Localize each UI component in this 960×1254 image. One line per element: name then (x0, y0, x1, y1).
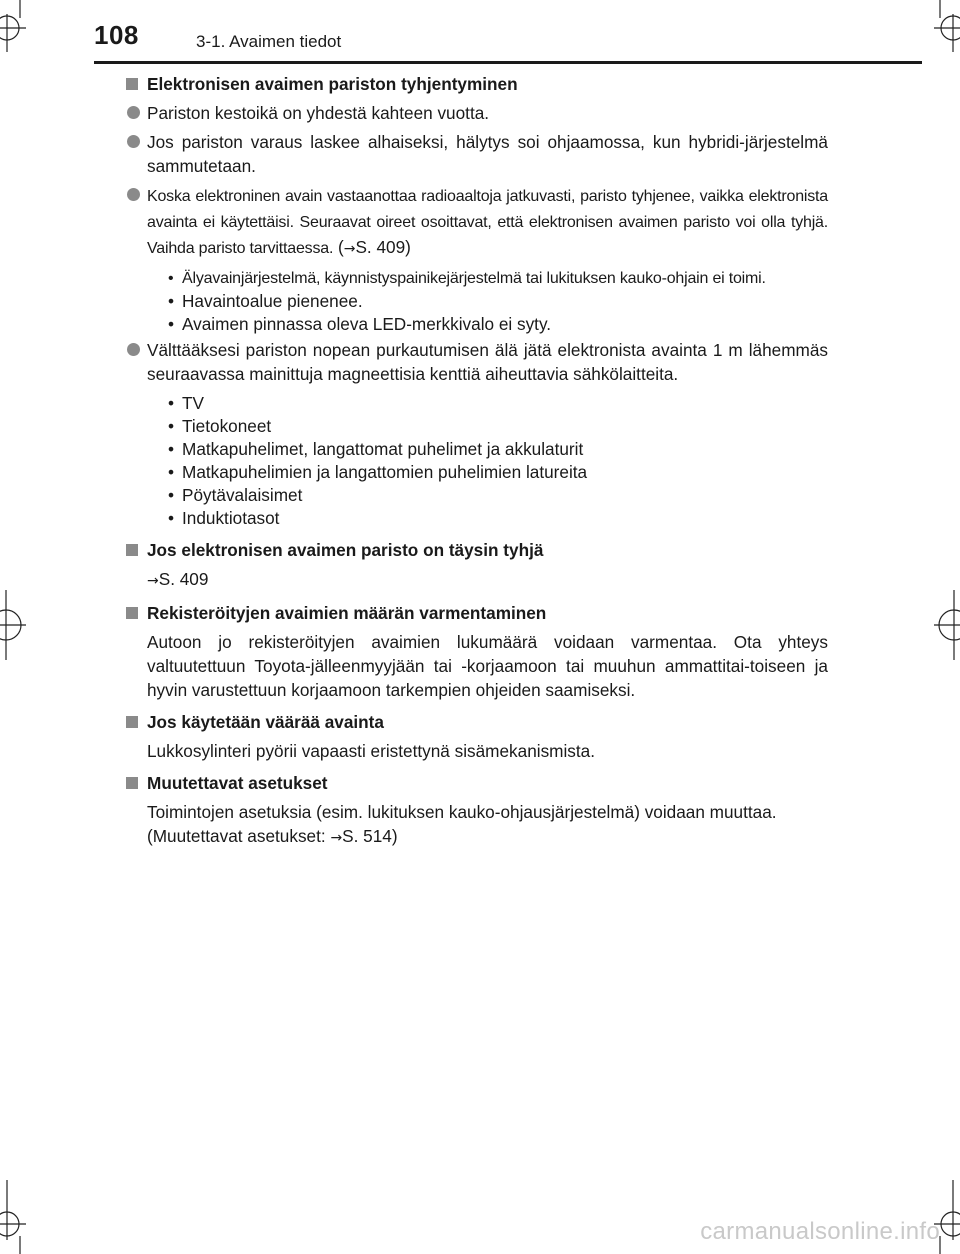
heading-text: Muutettavat asetukset (147, 773, 328, 793)
crop-mark-top-right (930, 0, 960, 52)
item-text: TV (182, 393, 204, 413)
arrow-right-icon: → (147, 573, 159, 589)
arrow-right-icon: → (343, 241, 356, 257)
bullet-dot-icon: • (168, 314, 175, 334)
list-item (126, 338, 828, 386)
circle-bullet-icon (127, 188, 140, 201)
device-list (126, 392, 828, 530)
square-bullet-icon (126, 544, 138, 556)
crop-mark-mid-right (930, 590, 960, 660)
symptom-list (126, 267, 828, 336)
page-reference[interactable] (338, 237, 411, 257)
bullet-dot-icon: • (168, 270, 174, 287)
bullet-dot-icon: • (168, 508, 175, 528)
list-item (168, 461, 828, 484)
ref-text: S. 409 (158, 569, 209, 589)
list-item (168, 313, 828, 336)
item-text: Tietokoneet (182, 416, 272, 436)
list-item (168, 438, 828, 461)
list-item (168, 415, 828, 438)
ref-open: (Muutettavat asetukset: (147, 826, 331, 846)
page-reference[interactable] (126, 567, 828, 593)
list-item (168, 267, 828, 290)
item-text: Matkapuhelimien ja langattomien puhelimien latureita (182, 462, 588, 482)
bullet-dot-icon: • (168, 439, 175, 459)
list-item (126, 183, 828, 261)
circle-bullet-icon (127, 343, 140, 356)
crop-mark-mid-left (0, 590, 30, 660)
item-text: Induktiotasot (182, 508, 280, 528)
item-text: Havaintoalue pienenee. (182, 291, 363, 311)
item-text: Avaimen pinnassa oleva LED-merkkivalo ei syty. (182, 314, 552, 334)
section-heading-wrong-key (126, 710, 828, 734)
arrow-right-icon: → (330, 830, 343, 846)
circle-bullet-icon (127, 106, 140, 119)
ref-text: S. 409) (355, 237, 411, 257)
list-item (168, 507, 828, 530)
paragraph: Autoon jo rekisteröityjen avaimien lukumäärä voidaan varmentaa. Ota yhteys valtuutettuun Toyota-jälleenmyyjään tai -korjaamoon tai muuhun ammattitai-toiseen ja hyvin varustettuun korjaamoon tarkempien ohjeiden saamiseksi. (147, 632, 828, 700)
square-bullet-icon (126, 716, 138, 728)
square-bullet-icon (126, 777, 138, 789)
paragraph: Toimintojen asetuksia (esim. lukituksen kauko-ohjausjärjestelmä) voidaan muuttaa. (147, 802, 777, 822)
bullet-dot-icon: • (168, 462, 175, 482)
section-heading-customizable-settings (126, 771, 828, 795)
page-reference[interactable] (126, 824, 828, 850)
section-heading-battery-drain (126, 72, 828, 96)
bullet-dot-icon: • (168, 485, 175, 505)
ref-open: ( (338, 237, 344, 257)
square-bullet-icon (126, 78, 138, 90)
crop-mark-top-left (0, 0, 30, 52)
heading-text: Elektronisen avaimen pariston tyhjentyminen (147, 74, 518, 94)
paragraph: Lukkosylinteri pyörii vapaasti eristettynä sisämekanismista. (147, 741, 596, 761)
heading-text: Jos käytetään väärää avainta (147, 712, 384, 732)
crop-mark-bottom-left (0, 1180, 30, 1254)
item-text: Älyavainjärjestelmä, käynnistyspainikejärjestelmä tai lukituksen kauko-ohjain ei toimi. (182, 270, 766, 287)
list-item (168, 290, 828, 313)
heading-text: Jos elektronisen avaimen paristo on täysin tyhjä (147, 540, 544, 560)
section-heading-battery-empty (126, 538, 828, 562)
bullet-dot-icon: • (168, 291, 175, 311)
list-item (126, 130, 828, 178)
list-item (126, 101, 828, 125)
square-bullet-icon (126, 607, 138, 619)
circle-bullet-icon (127, 135, 140, 148)
item-text: Välttääksesi pariston nopean purkautumisen älä jätä elektronista avainta 1 m lähemmäs seuraavassa mainittuja magneettisia kenttiä aiheuttavia sähkölaitteita. (147, 340, 828, 384)
page-content (126, 72, 828, 850)
list-item (168, 392, 828, 415)
watermark: carmanualsonline.info (700, 1218, 940, 1245)
ref-text: S. 514) (342, 826, 398, 846)
item-text: Matkapuhelimet, langattomat puhelimet ja akkulaturit (182, 439, 584, 459)
item-text: Pariston kestoikä on yhdestä kahteen vuotta. (147, 103, 490, 123)
heading-text: Rekisteröityjen avaimien määrän varmentaminen (147, 603, 547, 623)
bullet-dot-icon: • (168, 416, 175, 436)
section-title: 3-1. Avaimen tiedot (196, 32, 342, 51)
item-text: Jos pariston varaus laskee alhaiseksi, hälytys soi ohjaamossa, kun hybridi-järjestelmä sammutetaan. (147, 132, 828, 176)
item-text: Pöytävalaisimet (182, 485, 303, 505)
item-text: Koska elektroninen avain vastaanottaa radioaaltoja jatkuvasti, paristo tyhjenee, vaikka elektronista avainta ei käytettäisi. Seuraavat oireet osoittavat, että elektronisen avaimen paristo voi olla tyhjä. Vaihda paristo tarvittaessa. (147, 188, 828, 257)
list-item (168, 484, 828, 507)
header-rule (94, 61, 922, 64)
bullet-dot-icon: • (168, 393, 175, 413)
section-heading-key-count (126, 601, 828, 625)
page-number: 108 (94, 20, 139, 50)
